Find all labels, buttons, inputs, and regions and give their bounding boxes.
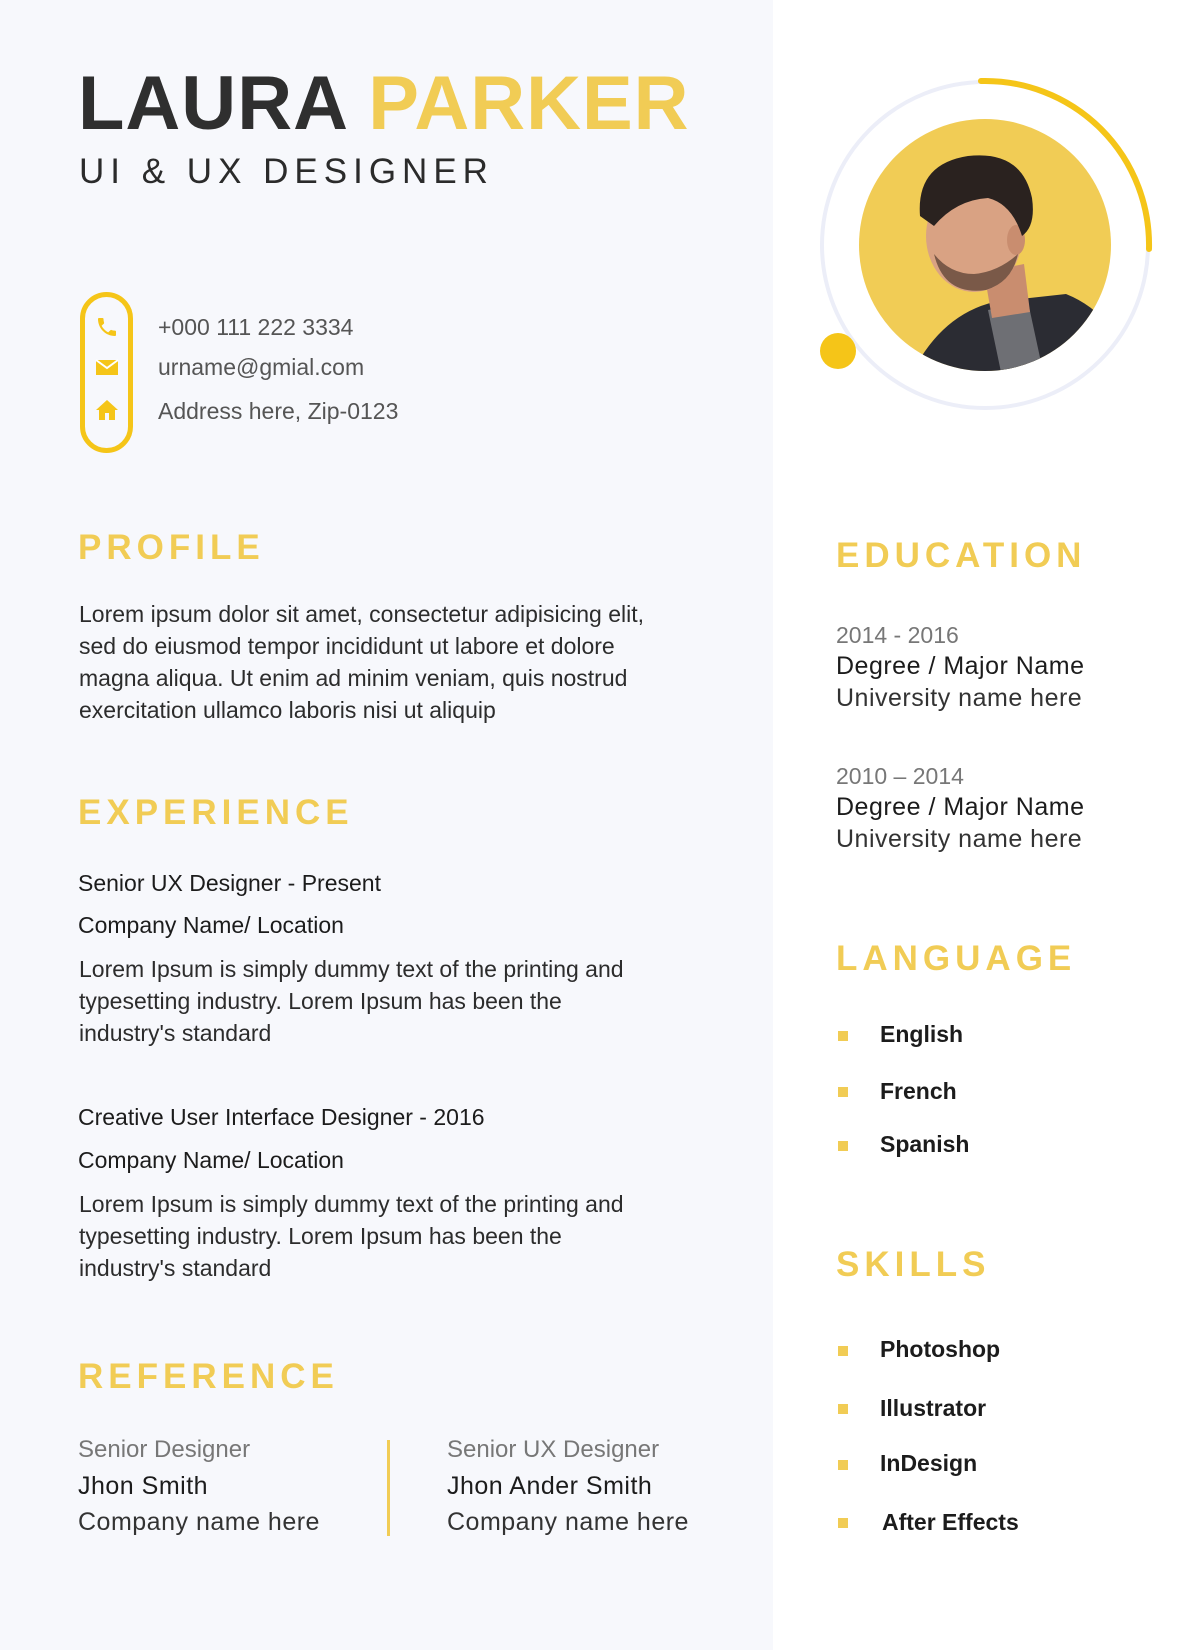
skill-item: After Effects [882,1509,1019,1535]
skill-bullet [838,1404,848,1414]
experience-heading: EXPERIENCE [78,793,354,832]
education-university: University name here [836,684,1083,712]
skill-bullet [838,1346,848,1356]
profile-line: exercitation ullamco laboris nisi ut aliquip [79,697,496,723]
education-degree: Degree / Major Name [836,793,1085,821]
experience-line: Lorem Ipsum is simply dummy text of the printing and [79,1191,624,1217]
profile-heading: PROFILE [78,528,265,567]
language-item: French [880,1078,957,1104]
reference-name: Jhon Ander Smith [447,1472,653,1500]
reference-role: Senior UX Designer [447,1436,660,1463]
education-years: 2010 – 2014 [836,763,964,789]
reference-role: Senior Designer [78,1436,251,1463]
skill-item: Photoshop [880,1336,1001,1362]
experience-line: typesetting industry. Lorem Ipsum has been the [79,1223,562,1249]
skill-bullet [838,1518,848,1528]
education-university: University name here [836,825,1083,853]
reference-company: Company name here [78,1508,320,1536]
reference-company: Company name here [447,1508,689,1536]
experience-role: Creative User Interface Designer - 2016 [78,1104,485,1130]
photo-accent-dot [820,333,856,369]
experience-company: Company Name/ Location [78,912,344,938]
language-bullet [838,1031,848,1041]
home-icon [95,398,119,422]
phone-icon [95,315,119,339]
skill-item: InDesign [880,1450,978,1476]
language-item: Spanish [880,1131,970,1157]
language-item: English [880,1021,964,1047]
language-bullet [838,1087,848,1097]
reference-heading: REFERENCE [78,1357,339,1396]
experience-description [79,953,719,1049]
experience-description [79,1188,719,1284]
skill-bullet [838,1460,848,1470]
experience-line: industry's standard [79,1255,272,1281]
envelope-icon [95,355,119,379]
last-name: PARKER [368,61,690,146]
reference-name: Jhon Smith [78,1472,209,1500]
first-name: LAURA [78,61,347,146]
experience-line: Lorem Ipsum is simply dummy text of the printing and [79,956,624,982]
language-heading: LANGUAGE [836,939,1077,978]
language-bullet [838,1141,848,1151]
profile-line: magna aliqua. Ut enim ad minim veniam, quis nostrud [79,665,628,691]
candidate-name [78,61,690,146]
experience-role: Senior UX Designer - Present [78,870,381,896]
education-heading: EDUCATION [836,536,1087,575]
job-title: UI & UX DESIGNER [79,152,494,191]
skills-heading: SKILLS [836,1245,991,1284]
profile-text [79,598,719,726]
reference-divider [387,1440,390,1536]
contact-phone: +000 111 222 3334 [158,314,354,340]
education-degree: Degree / Major Name [836,652,1085,680]
education-years: 2014 - 2016 [836,622,959,648]
experience-company: Company Name/ Location [78,1147,344,1173]
skill-item: Illustrator [880,1395,987,1421]
profile-line: Lorem ipsum dolor sit amet, consectetur adipisicing elit, [79,601,645,627]
contact-email: urname@gmial.com [158,354,365,380]
contact-address: Address here, Zip-0123 [158,398,399,424]
experience-line: industry's standard [79,1020,272,1046]
profile-photo [816,76,1154,414]
profile-line: sed do eiusmod tempor incididunt ut labore et dolore [79,633,615,659]
experience-line: typesetting industry. Lorem Ipsum has been the [79,988,562,1014]
